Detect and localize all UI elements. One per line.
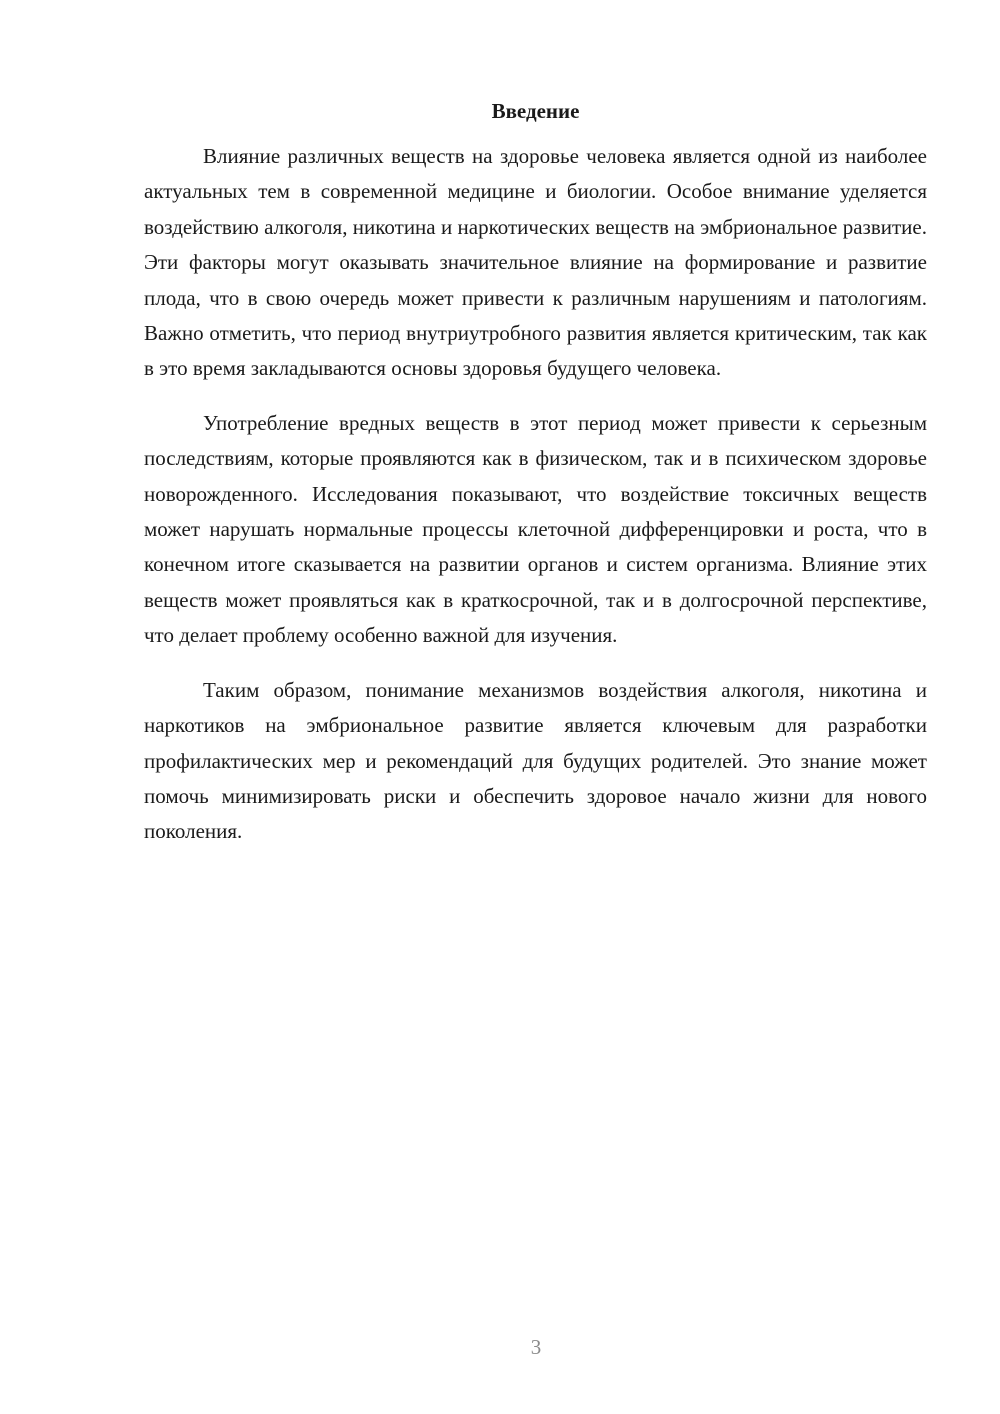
paragraph-1: Влияние различных веществ на здоровье человека является одной из наиболее актуальных тем в современной медицине и биологии. Особое внимание уделяется воздействию алкоголя, никотина и наркотических веществ на эмбриональное развитие. Эти факторы могут оказывать значительное влияние на формирование и развитие плода, что в свою очередь может привести к различным нарушениям и патологиям. Важно отметить, что период внутриутробного развития является критическим, так как в это время закладываются основы здоровья будущего человека.	[144, 144, 927, 381]
page-number: 3	[530, 1335, 542, 1359]
page-content	[144, 95, 927, 869]
paragraph-3: Таким образом, понимание механизмов воздействия алкоголя, никотина и наркотиков на эмбриональное развитие является ключевым для разработки профилактических мер и рекомендаций для будущих родителей. Это знание может помочь минимизировать риски и обеспечить здоровое начало жизни для нового поколения.	[144, 677, 927, 844]
section-heading: Введение	[491, 99, 580, 123]
paragraph-2: Употребление вредных веществ в этот период может привести к серьезным последствиям, которые проявляются как в физическом, так и в психическом здоровье новорожденного. Исследования показывают, что воздействие токсичных веществ может нарушать нормальные процессы клеточной дифференцировки и роста, что в конечном итоге сказывается на развитии органов и систем организма. Влияние этих веществ может проявляться как в краткосрочной, так и в долгосрочной перспективе, что делает проблему особенно важной для изучения.	[144, 410, 927, 648]
